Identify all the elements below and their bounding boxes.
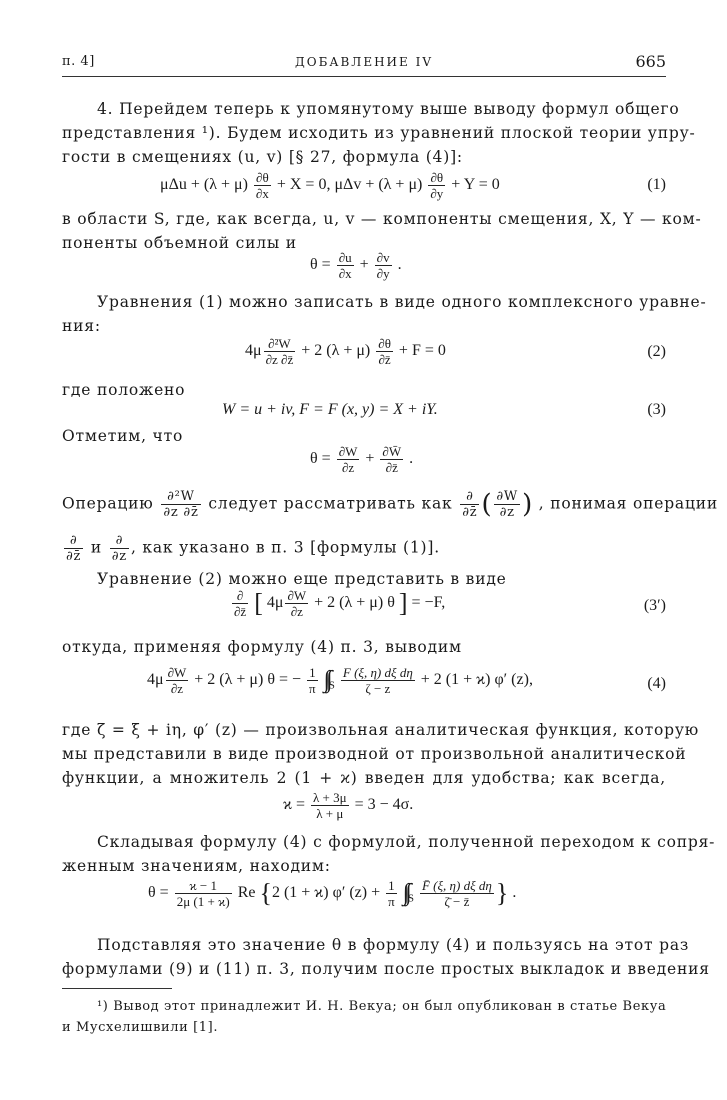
where-text: где положено — [62, 381, 186, 399]
para8-line1: Подставляя это значение θ в формулу (4) и пользуясь на этот раз — [97, 936, 690, 954]
para3-line1: Уравнения (1) можно записать в виде одного комплексного уравне- — [97, 293, 707, 311]
equation-4: 4μ $\frac{\partial W}{\partial z}$ + 2 (λ + μ) θ = − $\frac{1}{\pi}$ $\int\int_S$ $\frac{\text{F (ξ, η) dξ dη}}{\zeta - z}$ + 2 (1 + ϰ) φ′ (z), — [147, 665, 533, 696]
para8-line2: формулами (9) и (11) п. 3, получим после простых выкладок и введения — [62, 960, 710, 978]
para2-line1: в области S, где, как всегда, u, v — компоненты смещения, X, Y — ком- — [62, 210, 702, 228]
footnote-rule — [62, 988, 172, 989]
section-ref: п. 4] — [62, 54, 95, 69]
theta-complex: θ = $\frac{\partial W}{\partial z}$ + $\frac{\partial W̄}{\partial z̄}$ . — [310, 444, 414, 475]
equation-3-prime: $\frac{\partial}{\partial z̄}$ [ 4μ $\frac{\partial W}{\partial z}$ + 2 (λ + μ) θ ] = −F, — [234, 588, 446, 619]
equation-3: W = u + iv, F = F (x, y) = X + iY. — [222, 401, 438, 418]
para3-line2: ния: — [62, 317, 101, 335]
double-integral: ∫∫ — [402, 880, 408, 906]
double-integral: ∫∫ — [323, 667, 329, 693]
equation-4-number: (4) — [647, 675, 666, 692]
page-number: 665 — [635, 52, 666, 71]
fraction: $\frac{\partial\theta}{\partial x}$ — [255, 170, 269, 201]
footnote-line2: и Мусхелишвили [1]. — [62, 1020, 219, 1035]
para2-line2: поненты объемной силы и — [62, 234, 297, 252]
para1-line3: гости в смещениях (u, v) [§ 27, формула (4)]: — [62, 148, 463, 166]
equation-2-number: (2) — [647, 343, 666, 360]
para4: Уравнение (2) можно еще представить в виде — [97, 570, 507, 588]
chapter-title: ДОБАВЛЕНИЕ IV — [294, 55, 433, 69]
fraction: $\frac{\partial\theta}{\partial y}$ — [430, 170, 444, 201]
para6-line1: где ζ = ξ + iη, φ′ (z) — произвольная аналитическая функция, которую — [62, 721, 700, 739]
para5: откуда, применяя формулу (4) п. 3, выводим — [62, 638, 462, 656]
equation-1-number: (1) — [647, 176, 666, 193]
operation-line-2: $\frac{\partial}{\partial z̄}$ и $\frac{\partial}{\partial z}$ , как указано в п. 3 [формулы (1)]. — [66, 533, 440, 564]
para1-line2: представления ¹). Будем исходить из уравнений плоской теории упру- — [62, 124, 696, 142]
para7-line1: Складывая формулу (4) с формулой, полученной переходом к сопря- — [97, 833, 716, 851]
note-text: Отметим, что — [62, 427, 184, 445]
running-header — [62, 52, 666, 76]
theta-result: θ = $\frac{ϰ - 1}{2\mu (1 + ϰ)}$ Re {2 (1 + ϰ) φ′ (z) + $\frac{1}{\pi}$ $\int\int_S$ $\frac{\text{F̄ (ξ, η) dξ dη}}{\zetā - z̄}$ } . — [148, 878, 517, 909]
kappa-definition: ϰ = $\frac{\lambda + 3\mu}{\lambda + \mu}$ = 3 − 4σ. — [283, 790, 414, 821]
para1-line1: 4. Перейдем теперь к упомянутому выше выводу формул общего — [97, 100, 680, 118]
para6-line3: функции, а множитель 2 (1 + ϰ) введен для удобства; как всегда, — [62, 769, 666, 787]
theta-definition: θ = $\frac{\partial u}{\partial x}$ + $\frac{\partial v}{\partial y}$ . — [310, 250, 402, 281]
header-rule — [62, 76, 666, 77]
para7-line2: женным значениям, находим: — [62, 857, 331, 875]
equation-2: 4μ $\frac{\text{∂²W}}{\partial z \partial z̄}$ + 2 (λ + μ) $\frac{\partial\theta}{\partial z̄}$ + F = 0 — [245, 336, 446, 367]
footnote-line1: ¹) Вывод этот принадлежит И. Н. Векуа; он был опубликован в статье Векуа — [97, 999, 667, 1014]
operation-line: Операцию $\frac{\text{∂²W}}{\partial z \partial z̄}$ следует рассматривать как $\frac{\partial}{\partial z̄}$ ( $\frac{\partial W}{\partial z}$ ) , понимая операции — [62, 489, 718, 520]
para6-line2: мы представили в виде производной от произвольной аналитической — [62, 745, 687, 763]
equation-3-prime-number: (3′) — [643, 597, 666, 614]
equation-3-number: (3) — [647, 401, 666, 418]
equation-1: μΔu + (λ + μ) $\frac{\partial\theta}{\partial x}$ + X = 0, μΔv + (λ + μ) $\frac{\partial\theta}{\partial y}$ + Y = 0 — [160, 170, 500, 201]
